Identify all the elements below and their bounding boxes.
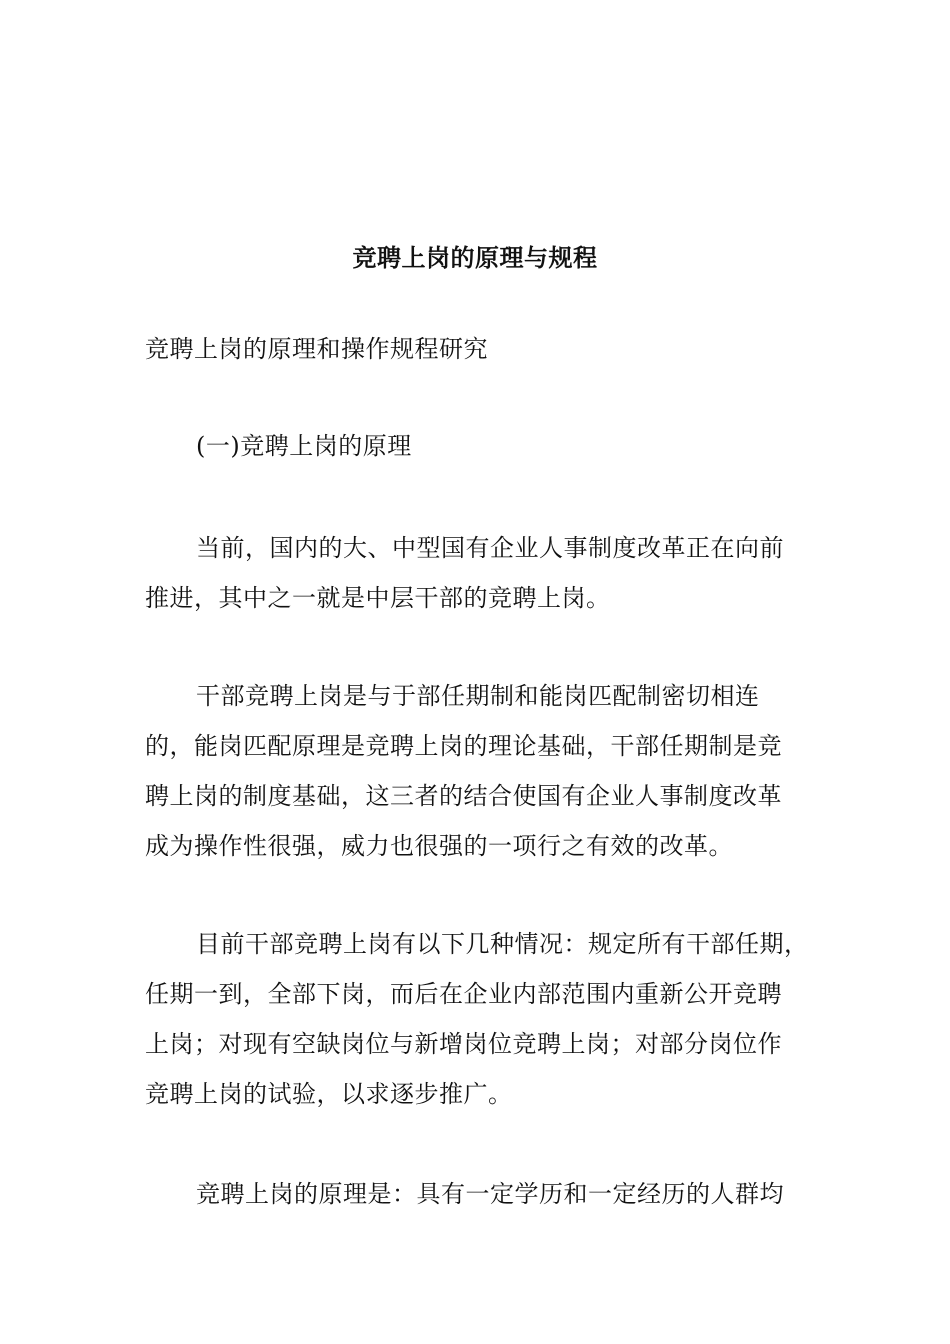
paragraph-line: 的，能岗匹配原理是竞聘上岗的理论基础，干部任期制是竞 bbox=[145, 732, 782, 760]
paragraph-line: 上岗；对现有空缺岗位与新增岗位竞聘上岗；对部分岗位作 bbox=[145, 1030, 782, 1058]
paragraph-line: 任期一到，全部下岗，而后在企业内部范围内重新公开竞聘 bbox=[145, 980, 782, 1008]
paragraph-line: 推进，其中之一就是中层干部的竞聘上岗。 bbox=[145, 584, 611, 612]
paragraph-line: 干部竞聘上岗是与于部任期制和能岗匹配制密切相连 bbox=[196, 682, 760, 710]
paragraph-line: 当前，国内的大、中型国有企业人事制度改革正在向前 bbox=[196, 534, 784, 562]
section-heading: (一)竞聘上岗的原理 bbox=[196, 432, 412, 460]
document-subtitle: 竞聘上岗的原理和操作规程研究 bbox=[145, 335, 488, 363]
document-title: 竞聘上岗的原理与规程 bbox=[352, 243, 598, 272]
paragraph-line: 目前干部竞聘上岗有以下几种情况：规定所有干部任期， bbox=[196, 930, 809, 958]
paragraph-line: 聘上岗的制度基础，这三者的结合使国有企业人事制度改革 bbox=[145, 782, 782, 810]
paragraph-line: 成为操作性很强，威力也很强的一项行之有效的改革。 bbox=[145, 832, 733, 860]
paragraph-line: 竞聘上岗的原理是：具有一定学历和一定经历的人群均 bbox=[196, 1180, 784, 1208]
paragraph-line: 竞聘上岗的试验，以求逐步推广。 bbox=[145, 1080, 513, 1108]
